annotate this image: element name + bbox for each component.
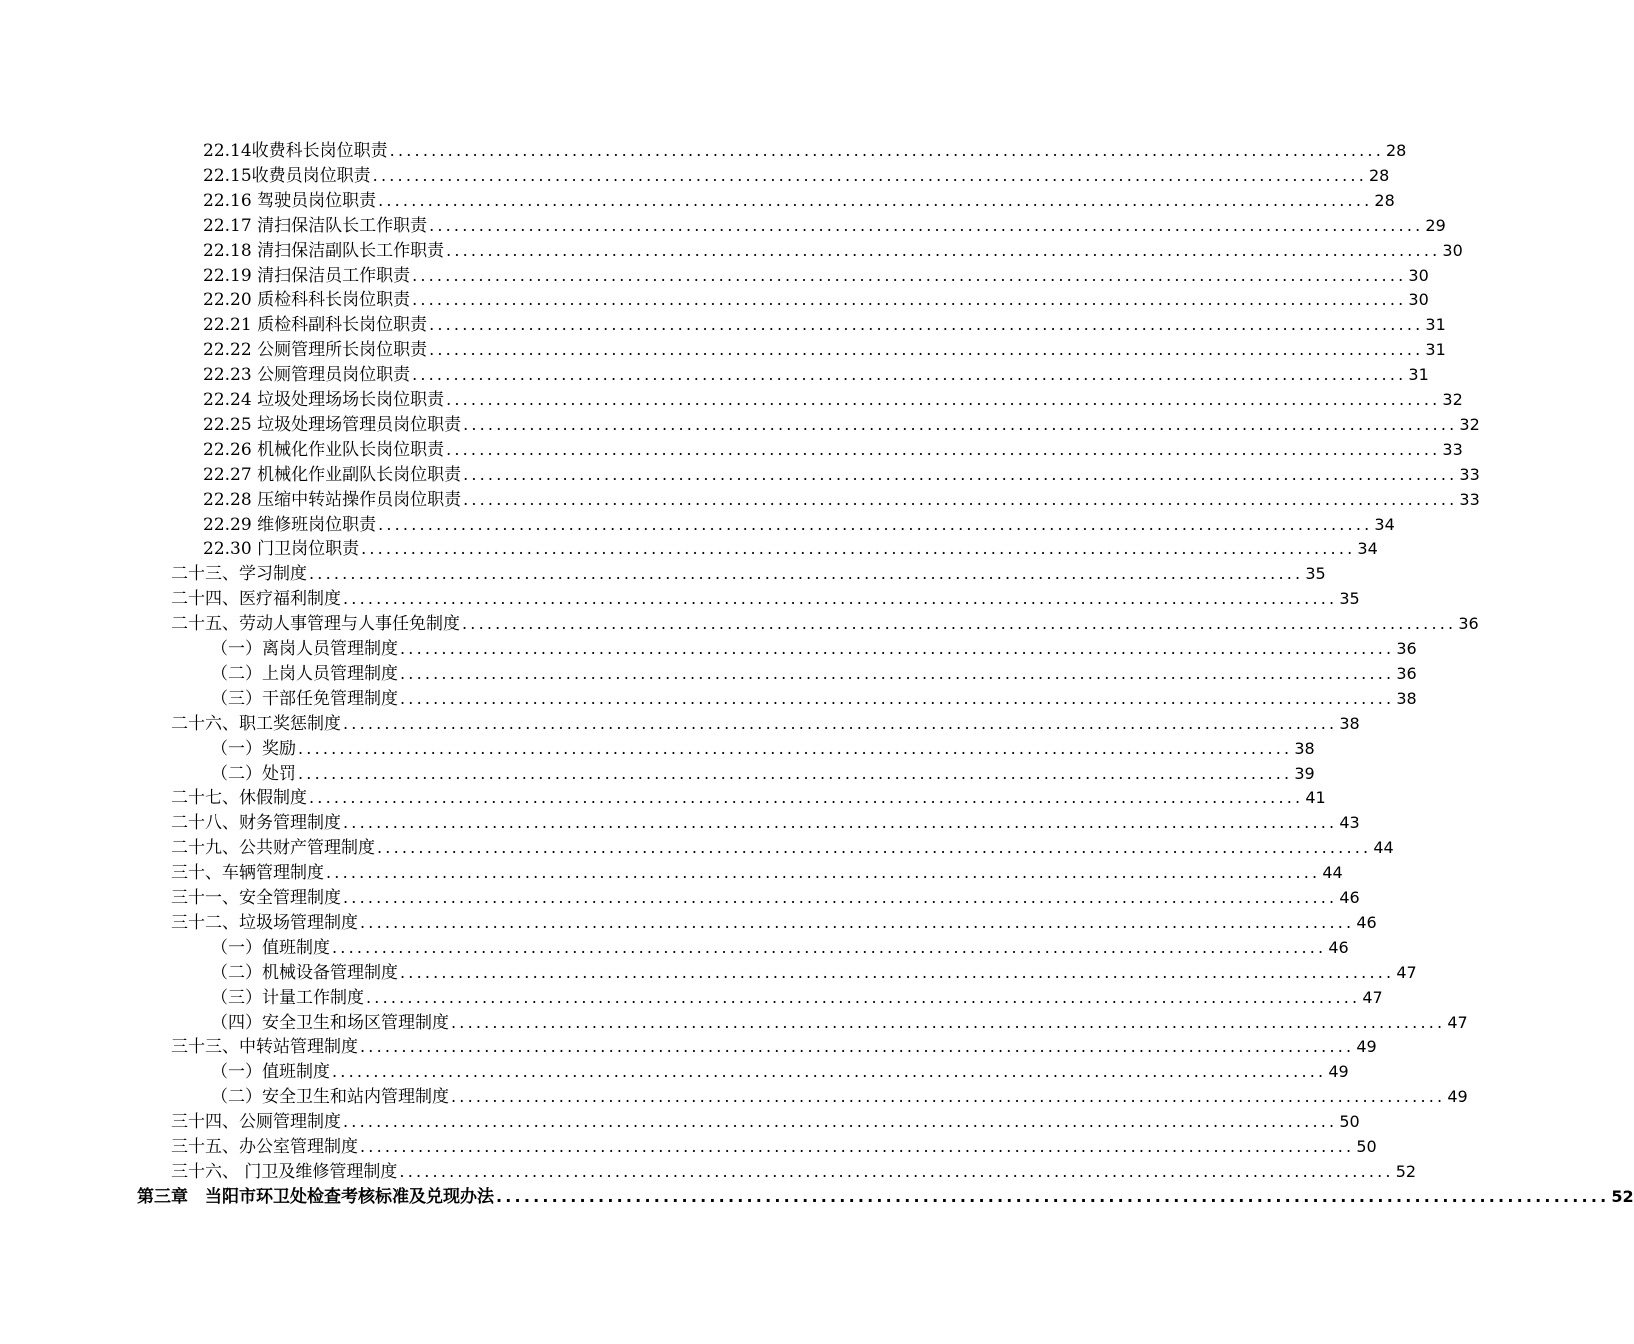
toc-entry-page-number: 44: [1322, 863, 1343, 883]
toc-entry[interactable]: [211, 936, 1349, 960]
toc-entry-page-number: 28: [1368, 165, 1390, 185]
dot-leader: ........................................................................................................................: [298, 738, 1293, 758]
dot-leader: ........................................................................................................................: [446, 439, 1441, 459]
toc-entry-page-number: 36: [1396, 663, 1417, 683]
toc-entry-title: 三十五、办公室管理制度: [171, 1137, 358, 1157]
dot-leader: ........................................................................................................................: [309, 788, 1304, 808]
dot-leader: ........................................................................................................................: [326, 863, 1321, 883]
toc-entry[interactable]: [171, 886, 1360, 910]
toc-entry-title: 22.28 压缩中转站操作员岗位职责: [203, 489, 462, 510]
toc-entry[interactable]: [171, 712, 1360, 736]
toc-entry[interactable]: [203, 388, 1463, 412]
toc-entry-page-number: 39: [1294, 763, 1315, 783]
toc-entry-title: 二十八、财务管理制度: [171, 813, 341, 834]
toc-entry-title: 22.26 机械化作业队长岗位职责: [203, 439, 445, 460]
toc-entry-page-number: 28: [1374, 190, 1395, 210]
toc-entry-title: 22.22 公厕管理所长岗位职责: [203, 340, 428, 361]
toc-entry[interactable]: [203, 288, 1429, 312]
toc-entry[interactable]: [211, 1011, 1468, 1035]
toc-entry[interactable]: [203, 438, 1463, 462]
toc-entry[interactable]: [203, 513, 1395, 537]
toc-entry[interactable]: [203, 139, 1407, 163]
toc-entry[interactable]: [211, 687, 1417, 711]
toc-entry[interactable]: [171, 811, 1360, 835]
dot-leader: ........................................................................................................................: [343, 813, 1338, 833]
toc-entry[interactable]: [171, 1110, 1360, 1134]
toc-entry-page-number: 49: [1447, 1087, 1468, 1107]
toc-entry[interactable]: [203, 214, 1446, 238]
toc-entry-page-number: 47: [1396, 962, 1417, 982]
toc-entry-page-number: 49: [1356, 1037, 1377, 1057]
toc-entry-title: 22.15收费员岗位职责: [203, 165, 371, 186]
dot-leader: ........................................................................................................................: [463, 414, 1458, 434]
toc-entry[interactable]: [171, 836, 1394, 860]
toc-entry-title: 22.17 清扫保洁队长工作职责: [203, 215, 428, 236]
toc-entry[interactable]: [171, 612, 1479, 636]
toc-entry-page-number: 46: [1328, 937, 1349, 957]
toc-entry-title: 三十、车辆管理制度: [171, 863, 324, 884]
toc-entry-page-number: 47: [1447, 1012, 1468, 1032]
toc-entry-title: 22.16 驾驶员岗位职责: [203, 190, 377, 211]
toc-entry-page-number: 30: [1408, 290, 1429, 310]
toc-entry-page-number: 32: [1442, 390, 1463, 409]
toc-entry-page-number: 44: [1373, 838, 1394, 858]
toc-entry[interactable]: [137, 1185, 1634, 1209]
toc-entry-page-number: 47: [1362, 987, 1383, 1007]
dot-leader: ........................................................................................................................: [343, 1112, 1338, 1132]
toc-entry-title: 22.30 门卫岗位职责: [203, 539, 360, 560]
dot-leader: ........................................................................................................................: [372, 165, 1367, 185]
toc-entry-title: 22.14收费科长岗位职责: [203, 141, 388, 161]
toc-entry-title: 22.23 公厕管理员岗位职责: [203, 365, 411, 386]
toc-entry-title: 22.24 垃圾处理场场长岗位职责: [203, 390, 445, 410]
dot-leader: ........................................................................................................................: [360, 912, 1355, 932]
toc-entry[interactable]: [171, 911, 1377, 935]
toc-entry-title: （一）离岗人员管理制度: [211, 639, 398, 659]
toc-entry[interactable]: [203, 313, 1446, 337]
toc-entry-page-number: 50: [1339, 1112, 1360, 1132]
toc-entry-page-number: 46: [1339, 888, 1360, 907]
toc-entry-title: 22.25 垃圾处理场管理员岗位职责: [203, 414, 462, 435]
toc-entry-page-number: 35: [1305, 564, 1326, 584]
toc-entry-title: 二十五、劳动人事管理与人事任免制度: [171, 614, 460, 635]
toc-entry[interactable]: [171, 1160, 1417, 1184]
toc-entry-page-number: 30: [1408, 265, 1429, 285]
toc-entry-title: （二）机械设备管理制度: [211, 962, 398, 983]
dot-leader: ........................................................................................................................: [463, 489, 1458, 509]
toc-entry[interactable]: [171, 786, 1326, 810]
toc-entry-title: 二十三、学习制度: [171, 564, 307, 585]
dot-leader: ........................................................................................................................: [378, 190, 1373, 210]
dot-leader: ........................................................................................................................: [496, 1186, 1610, 1206]
toc-entry-title: 22.18 清扫保洁副队长工作职责: [203, 240, 445, 261]
toc-entry-page-number: 38: [1339, 713, 1360, 733]
toc-entry-page-number: 31: [1425, 315, 1446, 335]
toc-entry[interactable]: [171, 861, 1343, 885]
toc-entry-page-number: 32: [1459, 414, 1480, 434]
toc-entry-title: 三十四、公厕管理制度: [171, 1112, 341, 1133]
toc-entry[interactable]: [203, 463, 1480, 487]
toc-entry-page-number: 34: [1357, 539, 1378, 559]
toc-entry-page-number: 30: [1442, 240, 1463, 260]
toc-entry-title: （二）处罚: [211, 763, 296, 784]
toc-entry-title: 三十三、中转站管理制度: [171, 1037, 358, 1058]
toc-entry-title: （三）计量工作制度: [211, 987, 364, 1008]
dot-leader: ........................................................................................................................: [400, 639, 1395, 658]
dot-leader: ........................................................................................................................: [309, 564, 1304, 584]
dot-leader: ........................................................................................................................: [360, 1137, 1355, 1156]
toc-entry-page-number: 46: [1356, 912, 1377, 932]
toc-entry-page-number: 36: [1396, 639, 1417, 658]
toc-entry-page-number: 43: [1339, 813, 1360, 833]
toc-entry-page-number: 31: [1425, 340, 1446, 360]
toc-entry-title: （三）干部任免管理制度: [211, 688, 398, 709]
toc-entry-page-number: 33: [1442, 439, 1463, 459]
toc-entry-page-number: 36: [1458, 614, 1479, 634]
dot-leader: ........................................................................................................................: [399, 1161, 1394, 1181]
toc-entry-title: 三十六、 门卫及维修管理制度: [171, 1161, 398, 1182]
toc-entry-page-number: 34: [1374, 514, 1395, 534]
dot-leader: ........................................................................................................................: [462, 614, 1457, 634]
toc-entry[interactable]: [171, 562, 1326, 586]
toc-entry-page-number: 50: [1356, 1137, 1377, 1156]
dot-leader: ........................................................................................................................: [400, 688, 1395, 708]
toc-entry[interactable]: [211, 762, 1315, 786]
dot-leader: ........................................................................................................................: [429, 215, 1424, 235]
toc-entry-page-number: 52: [1611, 1186, 1634, 1206]
toc-entry-title: （二）安全卫生和站内管理制度: [211, 1087, 449, 1108]
dot-leader: ........................................................................................................................: [360, 1037, 1355, 1057]
dot-leader: ........................................................................................................................: [332, 1062, 1327, 1082]
toc-entry[interactable]: [211, 986, 1383, 1010]
toc-entry-page-number: 28: [1385, 141, 1407, 160]
dot-leader: ........................................................................................................................: [451, 1012, 1446, 1032]
dot-leader: ........................................................................................................................: [446, 240, 1441, 260]
dot-leader: ........................................................................................................................: [298, 763, 1293, 783]
dot-leader: ........................................................................................................................: [412, 290, 1407, 310]
toc-entry[interactable]: [203, 488, 1480, 512]
dot-leader: ........................................................................................................................: [412, 265, 1407, 285]
dot-leader: ........................................................................................................................: [361, 539, 1356, 559]
toc-entry-title: （四）安全卫生和场区管理制度: [211, 1012, 449, 1033]
toc-entry[interactable]: [203, 239, 1463, 263]
toc-entry[interactable]: [203, 363, 1429, 387]
toc-entry[interactable]: [203, 264, 1429, 288]
toc-entry-title: 三十二、垃圾场管理制度: [171, 912, 358, 933]
toc-entry-title: （一）奖励: [211, 738, 296, 759]
toc-entry[interactable]: [211, 1060, 1349, 1084]
toc-entry[interactable]: [203, 413, 1480, 437]
toc-entry-title: （一）值班制度: [211, 1062, 330, 1083]
toc-entry-page-number: 38: [1294, 738, 1315, 758]
dot-leader: ........................................................................................................................: [463, 464, 1458, 484]
toc-entry[interactable]: [171, 1035, 1377, 1059]
toc-entry-page-number: 35: [1339, 589, 1360, 609]
toc-entry-title: 22.19 清扫保洁员工作职责: [203, 265, 411, 286]
toc-entry[interactable]: [203, 338, 1446, 362]
toc-entry[interactable]: [171, 1135, 1377, 1159]
dot-leader: ........................................................................................................................: [377, 838, 1372, 858]
toc-entry-title: 二十七、休假制度: [171, 788, 307, 809]
toc-entry-page-number: 29: [1425, 215, 1446, 235]
toc-entry[interactable]: [171, 587, 1360, 611]
toc-entry[interactable]: [211, 1085, 1468, 1109]
toc-entry-title: 22.21 质检科副科长岗位职责: [203, 315, 428, 336]
dot-leader: ........................................................................................................................: [412, 365, 1407, 385]
toc-entry[interactable]: [203, 189, 1395, 213]
toc-entry-title: 22.20 质检科科长岗位职责: [203, 290, 411, 311]
toc-entry[interactable]: [203, 164, 1390, 188]
toc-entry-title: 二十四、医疗福利制度: [171, 589, 341, 610]
dot-leader: ........................................................................................................................: [366, 987, 1361, 1007]
toc-entry[interactable]: [211, 737, 1315, 761]
toc-entry-title: 第三章 当阳市环卫处检查考核标准及兑现办法: [137, 1186, 494, 1207]
toc-entry-page-number: 33: [1459, 464, 1480, 484]
toc-entry[interactable]: [211, 637, 1417, 661]
toc-entry[interactable]: [211, 662, 1417, 686]
toc-entry-page-number: 31: [1408, 365, 1429, 385]
dot-leader: ........................................................................................................................: [400, 962, 1395, 982]
dot-leader: ........................................................................................................................: [451, 1087, 1446, 1107]
dot-leader: ........................................................................................................................: [429, 315, 1424, 335]
toc-entry[interactable]: [203, 537, 1378, 561]
toc-entry-page-number: 33: [1459, 489, 1480, 509]
toc-entry-title: 二十六、职工奖惩制度: [171, 713, 341, 734]
dot-leader: ........................................................................................................................: [378, 514, 1373, 534]
dot-leader: ........................................................................................................................: [429, 340, 1424, 360]
dot-leader: ........................................................................................................................: [389, 141, 1384, 160]
toc-entry-title: 22.27 机械化作业副队长岗位职责: [203, 464, 462, 485]
dot-leader: ........................................................................................................................: [343, 589, 1338, 609]
toc-entry-title: 三十一、安全管理制度: [171, 888, 341, 908]
toc-entry-title: （二）上岗人员管理制度: [211, 663, 398, 684]
dot-leader: ........................................................................................................................: [446, 390, 1441, 409]
toc-entry-title: （一）值班制度: [211, 937, 330, 958]
dot-leader: ........................................................................................................................: [343, 888, 1338, 907]
dot-leader: ........................................................................................................................: [400, 663, 1395, 683]
toc-entry-title: 22.29 维修班岗位职责: [203, 514, 377, 535]
toc-entry-page-number: 38: [1396, 688, 1417, 708]
toc-entry-title: 二十九、公共财产管理制度: [171, 838, 375, 859]
dot-leader: ........................................................................................................................: [332, 937, 1327, 957]
toc-entry[interactable]: [211, 961, 1417, 985]
toc-entry-page-number: 49: [1328, 1062, 1349, 1082]
toc-entry-page-number: 52: [1395, 1161, 1417, 1181]
dot-leader: ........................................................................................................................: [343, 713, 1338, 733]
toc-entry-page-number: 41: [1305, 788, 1326, 808]
